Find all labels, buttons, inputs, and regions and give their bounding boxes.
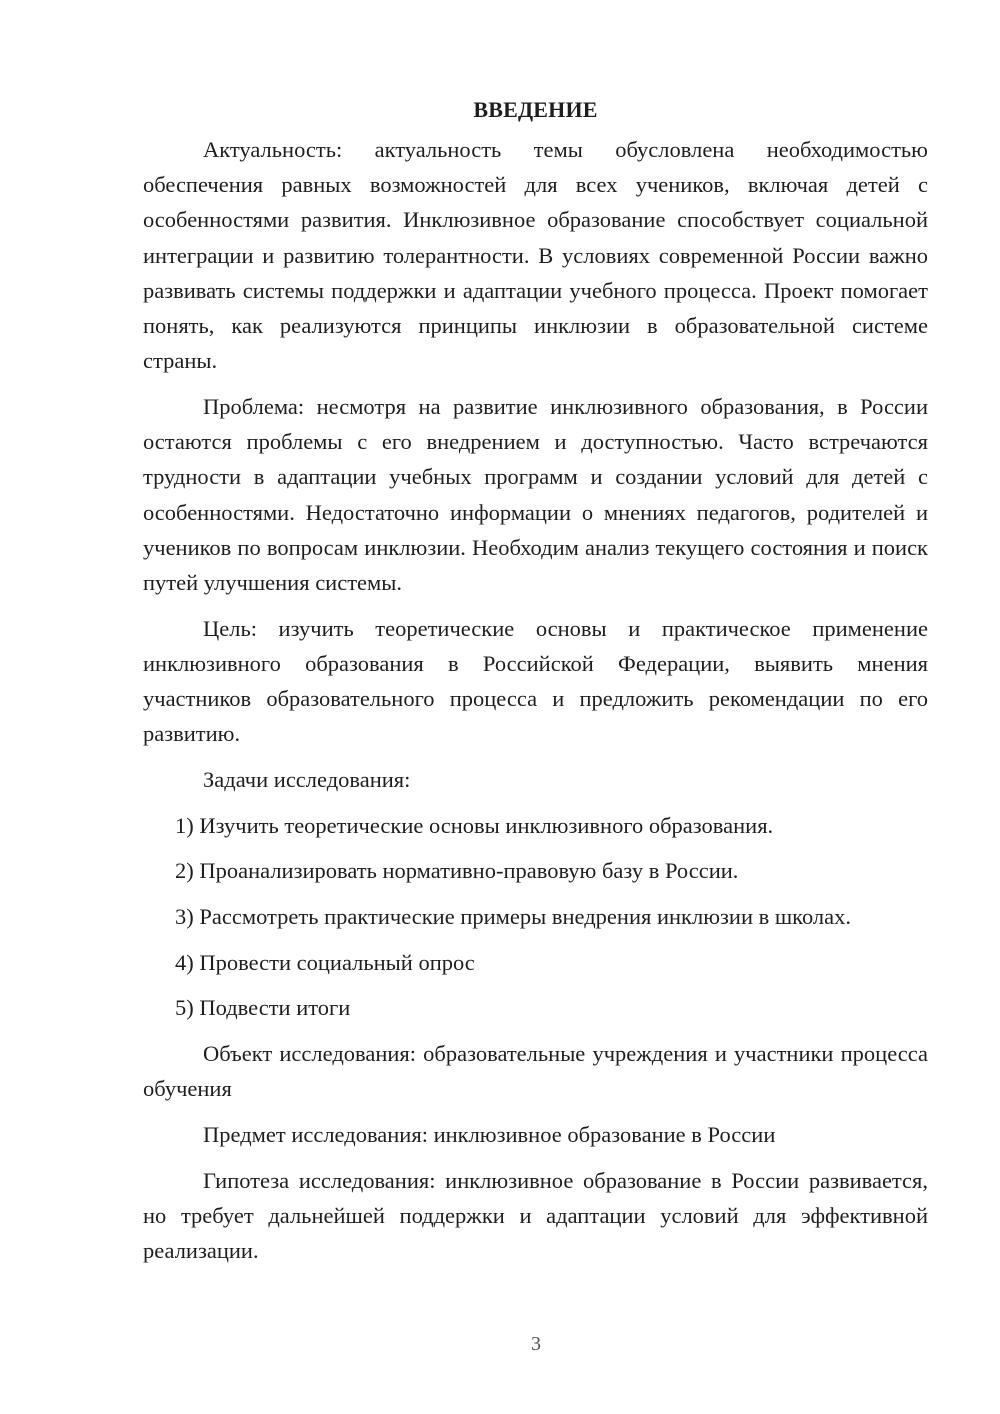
page-number: 3 (531, 1333, 541, 1355)
spacer (143, 797, 928, 808)
object-paragraph: Объект исследования: образовательные учреждения и участники процесса обучения (143, 1041, 928, 1102)
spacer (143, 751, 928, 762)
spacer (143, 843, 928, 854)
problem-paragraph: Проблема: несмотря на развитие инклюзивного образования, в России остаются проблемы с его внедрением и доступностью. Часто встречаются трудности в адаптации учебных программ и создании условий для детей с особенностями. Недостаточно информации о мнениях педагогов, родителей и учеников по вопросам инклюзии. Необходим анализ текущего состояния и поиск путей улучшения системы. (143, 393, 928, 595)
spacer (143, 980, 928, 991)
document-page (143, 92, 928, 1268)
spacer (143, 378, 928, 389)
relevance-paragraph: Актуальность: актуальность темы обусловлена необходимостью обеспечения равных возможностей для всех учеников, включая детей с особенностями развития. Инклюзивное образование способствует социальной интеграции и развитию толерантности. В условиях современной России важно развивать системы поддержки и адаптации учебного процесса. Проект помогает понять, как реализуются принципы инклюзии в образовательной системе страны. (143, 137, 928, 374)
page-title: ВВЕДЕНИЕ (473, 97, 598, 122)
task-item-4: 4) Провести социальный опрос (175, 949, 475, 975)
hypothesis-paragraph: Гипотеза исследования: инклюзивное образование в России развивается, но требует дальнейшей поддержки и адаптации условий для эффективной реализации. (143, 1167, 928, 1264)
spacer (143, 889, 928, 900)
goal-paragraph: Цель: изучить теоретические основы и практическое применение инклюзивного образования в Российской Федерации, выявить мнения участников образовательного процесса и предложить рекомендации по его развитию. (143, 615, 928, 747)
spacer (143, 1107, 928, 1118)
tasks-heading: Задачи исследования: (203, 766, 411, 792)
spacer (143, 934, 928, 945)
spacer (143, 600, 928, 611)
spacer (143, 1152, 928, 1163)
spacer (143, 1026, 928, 1037)
task-item-2: 2) Проанализировать нормативно-правовую базу в России. (175, 858, 739, 884)
task-item-3: 3) Рассмотреть практические примеры внедрения инклюзии в школах. (175, 904, 852, 930)
subject-paragraph: Предмет исследования: инклюзивное образование в России (203, 1122, 776, 1148)
task-item-5: 5) Подвести итоги (175, 995, 351, 1021)
task-item-1: 1) Изучить теоретические основы инклюзивного образования. (175, 812, 774, 838)
